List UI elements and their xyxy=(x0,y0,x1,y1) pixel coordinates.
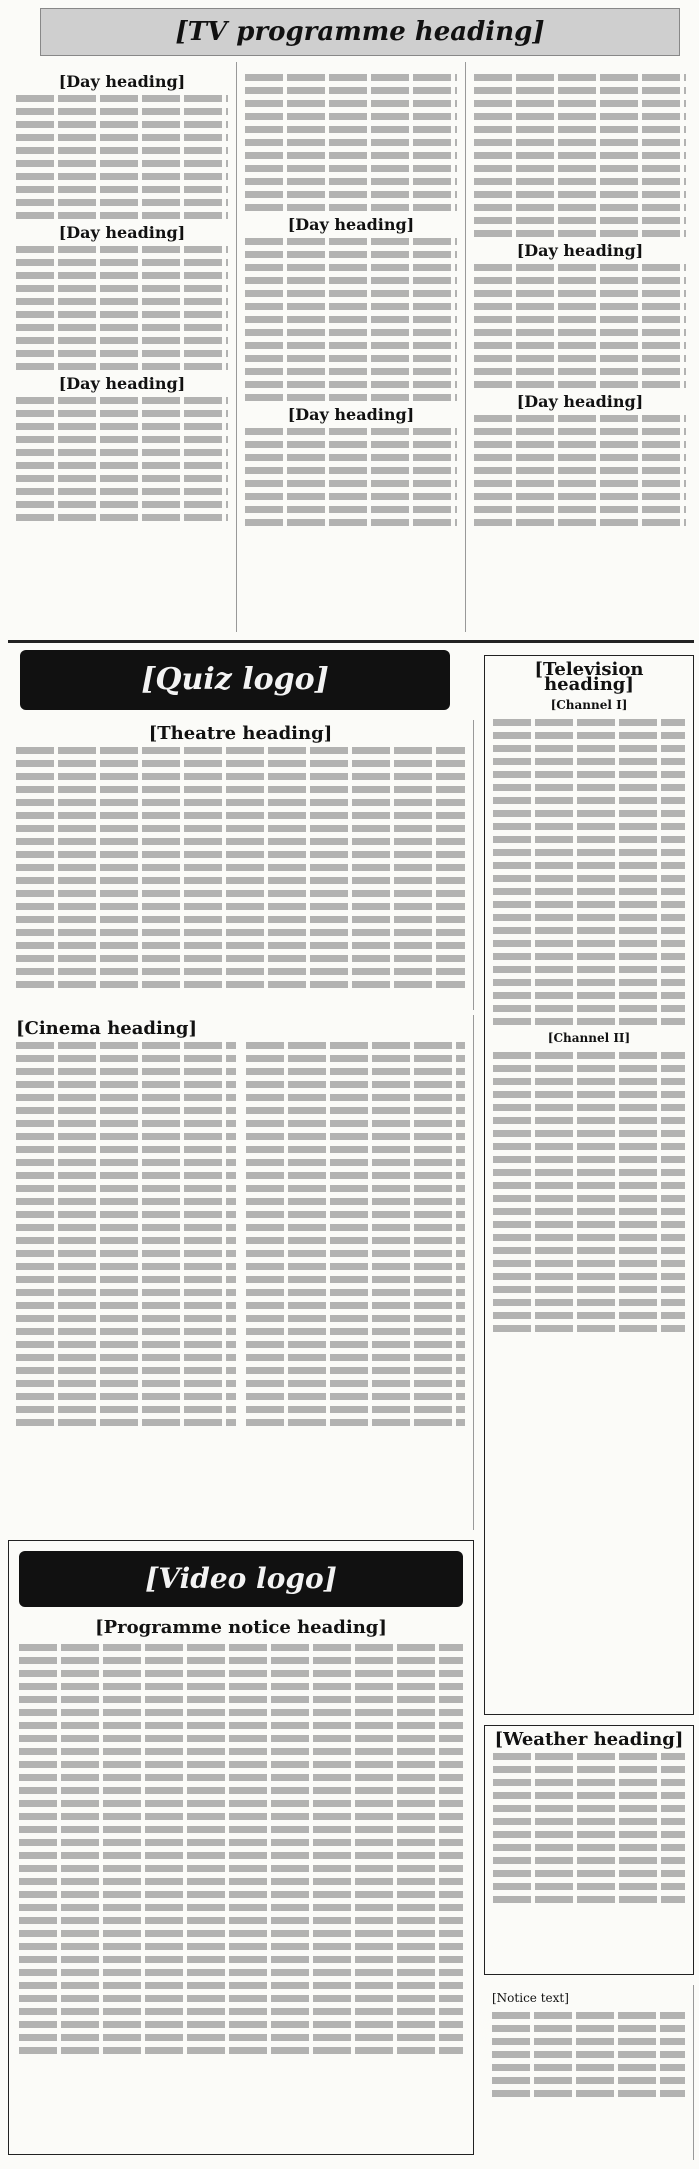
cinema-title: [Cinema heading] xyxy=(16,1018,198,1039)
closing-notice xyxy=(484,1985,694,2160)
channel1-heading: [Channel I] xyxy=(550,698,628,712)
day-heading: [Day heading] xyxy=(58,72,186,91)
day-heading: [Day heading] xyxy=(58,223,186,242)
schedule-column-2 xyxy=(237,62,466,632)
day-heading: [Day heading] xyxy=(516,392,644,411)
theatre-section xyxy=(8,720,474,1010)
video-ad xyxy=(8,1540,474,2155)
masthead-title: [TV programme heading] xyxy=(175,17,545,47)
video-logo: [Video logo] xyxy=(19,1551,463,1607)
schedule-column-3 xyxy=(466,62,694,632)
day-heading: [Day heading] xyxy=(287,405,415,424)
weather-section xyxy=(484,1725,694,1975)
quiz-logo xyxy=(20,650,450,710)
cinema-section xyxy=(8,1015,474,1530)
channel2-heading: [Channel II] xyxy=(547,1031,631,1045)
day-heading: [Day heading] xyxy=(287,215,415,234)
quiz-logo-text: [Quiz logo] xyxy=(141,662,329,697)
television-section xyxy=(484,655,694,1715)
section-divider xyxy=(8,640,694,643)
day-heading: [Day heading] xyxy=(58,374,186,393)
television-title: [Television heading] xyxy=(534,659,644,695)
theatre-title: [Theatre heading] xyxy=(148,723,333,744)
closing-notice-text: [Notice text] xyxy=(492,1991,569,2005)
weather-title: [Weather heading] xyxy=(494,1729,684,1750)
schedule-column-1 xyxy=(8,62,237,632)
day-heading: [Day heading] xyxy=(516,241,644,260)
video-subtitle: [Programme notice heading] xyxy=(95,1617,387,1638)
tv-schedule xyxy=(8,62,694,632)
masthead xyxy=(40,8,680,56)
